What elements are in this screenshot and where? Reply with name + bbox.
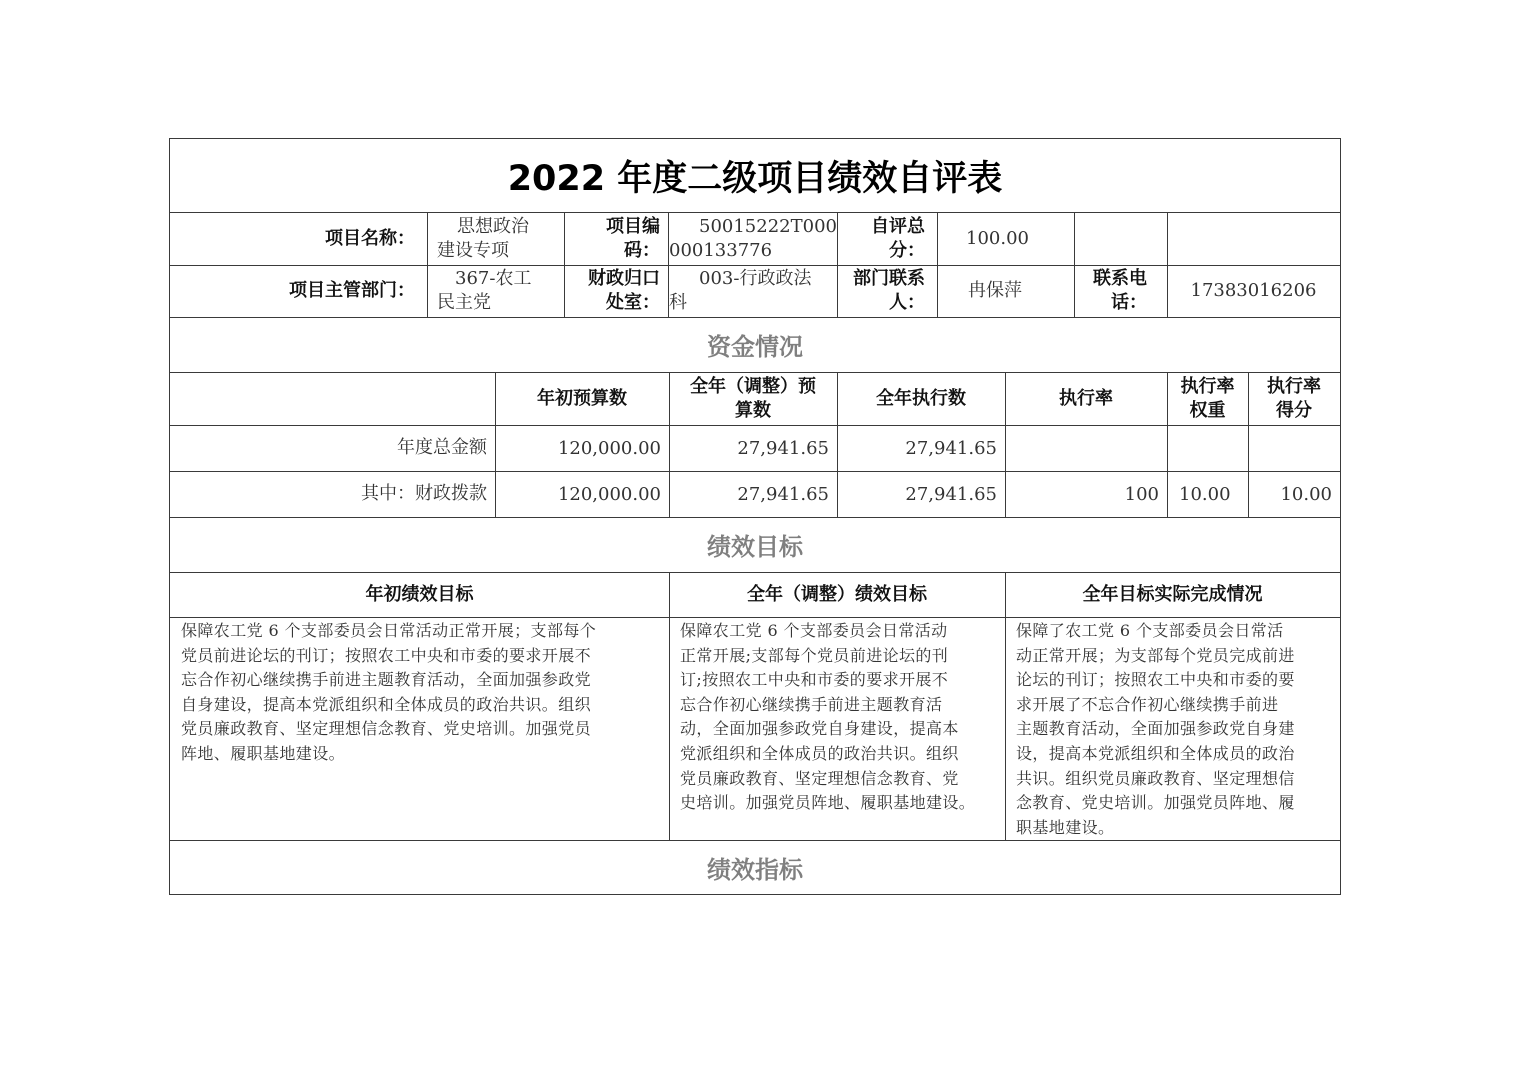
text-line: 保障农工党 6 个支部委员会日常活动 (680, 621, 948, 640)
contact-label-line2: 人： (889, 292, 925, 313)
text-line: 阵地、履职基地建设。 (181, 743, 346, 763)
self-score-label-line2: 分： (889, 239, 925, 261)
goals-section-title: 绩效目标 (707, 533, 803, 561)
cell-fiscal-adjusted: 27,941.65 (737, 483, 829, 505)
cell-fiscal-initial: 120,000.00 (557, 483, 661, 505)
header-score-line2: 得分 (1276, 399, 1312, 421)
text-line: 共识。组织党员廉政教育、坚定理想信 (1016, 768, 1295, 788)
cell-fiscal-score: 10.00 (1280, 483, 1332, 505)
dept-value (437, 265, 561, 317)
initial-goal-text (181, 619, 665, 839)
cell-fiscal-executed: 27,941.65 (905, 483, 997, 505)
text-line: 动，全面加强参政党自身建设，提高本 (680, 719, 959, 739)
office-label-line1: 财政归口 (588, 268, 660, 289)
header-actual-completion: 全年目标实际完成情况 (1082, 583, 1263, 605)
header-adjusted-budget (669, 372, 837, 425)
cell-total-adjusted: 27,941.65 (737, 437, 829, 459)
dept-line2: 民主党 (437, 292, 491, 313)
cell-fiscal-weight: 10.00 (1179, 483, 1231, 505)
dept-label: 项目主管部门： (289, 280, 415, 301)
text-line: 主题教育活动，全面加强参政党自身建 (1016, 719, 1295, 739)
header-adjusted-line2: 算数 (735, 399, 771, 421)
cell-fiscal-rate: 100 (1124, 483, 1159, 505)
project-code-value (669, 212, 837, 265)
page-title: 2022 年度二级项目绩效自评表 (507, 158, 1003, 199)
self-score-value: 100.00 (966, 227, 1029, 249)
text-line: 动正常开展；为支部每个党员完成前进 (1016, 645, 1295, 665)
text-line: 党派组织和全体成员的政治共识。组织 (680, 743, 959, 763)
text-line: 党员廉政教育、坚定理想信念教育、党史培训。加强党员 (181, 719, 592, 739)
text-line: 忘合作初心继续携手前进主题教育活 (680, 694, 943, 714)
dept-line1: 367-农工 (455, 268, 532, 289)
phone-label (1074, 265, 1167, 317)
header-weight-line2: 权重 (1189, 399, 1226, 421)
header-initial-goal: 年初绩效目标 (365, 583, 474, 605)
text-line: 订;按照农工中央和市委的要求开展不 (680, 670, 949, 690)
office-line1: 003-行政政法 (699, 268, 812, 289)
self-score-label (837, 212, 937, 265)
contact-label-line1: 部门联系 (853, 268, 925, 289)
rule (170, 617, 1340, 618)
project-code-label-line2: 码： (624, 239, 660, 261)
evaluation-table (169, 138, 1341, 895)
office-line2: 科 (669, 292, 687, 313)
header-adjusted-goal: 全年（调整）绩效目标 (747, 583, 927, 605)
cell-total-score (1248, 425, 1332, 471)
text-line: 党员前进论坛的刊订；按照农工中央和市委的要求开展不 (181, 645, 592, 665)
header-weight-line1: 执行率 (1180, 375, 1235, 397)
header-adjusted-line1: 全年（调整）预 (690, 375, 816, 397)
text-line: 史培训。加强党员阵地、履职基地建设。 (680, 793, 976, 813)
header-score-line1: 执行率 (1267, 375, 1321, 397)
text-line: 论坛的刊订；按照农工中央和市委的要 (1016, 670, 1295, 690)
project-name-label: 项目名称： (325, 227, 415, 249)
cell-total-executed: 27,941.65 (905, 437, 997, 459)
project-code-line2: 000133776 (669, 239, 773, 261)
project-code-line1: 50015222T000 (699, 215, 837, 237)
header-rate-score (1248, 372, 1340, 425)
rule (427, 212, 428, 317)
text-line: 保障了农工党 6 个支部委员会日常活 (1016, 621, 1284, 640)
cell-total-initial: 120,000.00 (557, 437, 661, 459)
office-value (669, 265, 837, 317)
text-line: 念教育、党史培训。加强党员阵地、履 (1016, 793, 1295, 813)
rule (937, 212, 938, 317)
phone-label-line2: 话： (1111, 292, 1147, 313)
indicators-section-title: 绩效指标 (707, 855, 803, 884)
text-line: 职基地建设。 (1016, 817, 1115, 837)
phone-label-line1: 联系电 (1093, 268, 1147, 289)
text-line: 求开展了不忘合作初心继续携手前进 (1016, 694, 1279, 714)
project-code-label (564, 212, 668, 265)
contact-value: 冉保萍 (968, 280, 1022, 301)
actual-completion-text (1016, 619, 1338, 839)
cell-total-rate (1005, 425, 1159, 471)
project-name-line1: 思想政治 (457, 215, 529, 237)
text-line: 忘合作初心继续携手前进主题教育活动，全面加强参政党 (181, 670, 592, 690)
contact-label (837, 265, 937, 317)
text-line: 党员廉政教育、坚定理想信念教育、党 (680, 768, 959, 788)
row-label-fiscal: 其中：财政拨款 (361, 483, 487, 504)
header-weight (1167, 372, 1248, 425)
header-initial-budget: 年初预算数 (537, 387, 627, 409)
header-executed: 全年执行数 (876, 387, 966, 409)
text-line: 自身建设，提高本党派组织和全体成员的政治共识。组织 (181, 694, 592, 714)
cell-total-weight (1167, 425, 1240, 471)
text-line: 保障农工党 6 个支部委员会日常活动正常开展；支部每个 (181, 621, 597, 640)
phone-value: 17383016206 (1190, 280, 1317, 301)
self-score-label-line1: 自评总 (871, 215, 925, 237)
funds-section-title: 资金情况 (707, 333, 803, 361)
project-name-value (437, 212, 561, 265)
office-label-line2: 处室： (606, 292, 660, 313)
project-name-line2: 建设专项 (437, 239, 509, 261)
header-rate: 执行率 (1059, 387, 1113, 409)
adjusted-goal-text (680, 619, 1002, 839)
text-line: 设，提高本党派组织和全体成员的政治 (1016, 743, 1295, 763)
text-line: 正常开展;支部每个党员前进论坛的刊 (680, 645, 949, 665)
office-label (564, 265, 668, 317)
project-code-label-line1: 项目编 (606, 215, 660, 237)
row-label-total: 年度总金额 (397, 437, 487, 458)
